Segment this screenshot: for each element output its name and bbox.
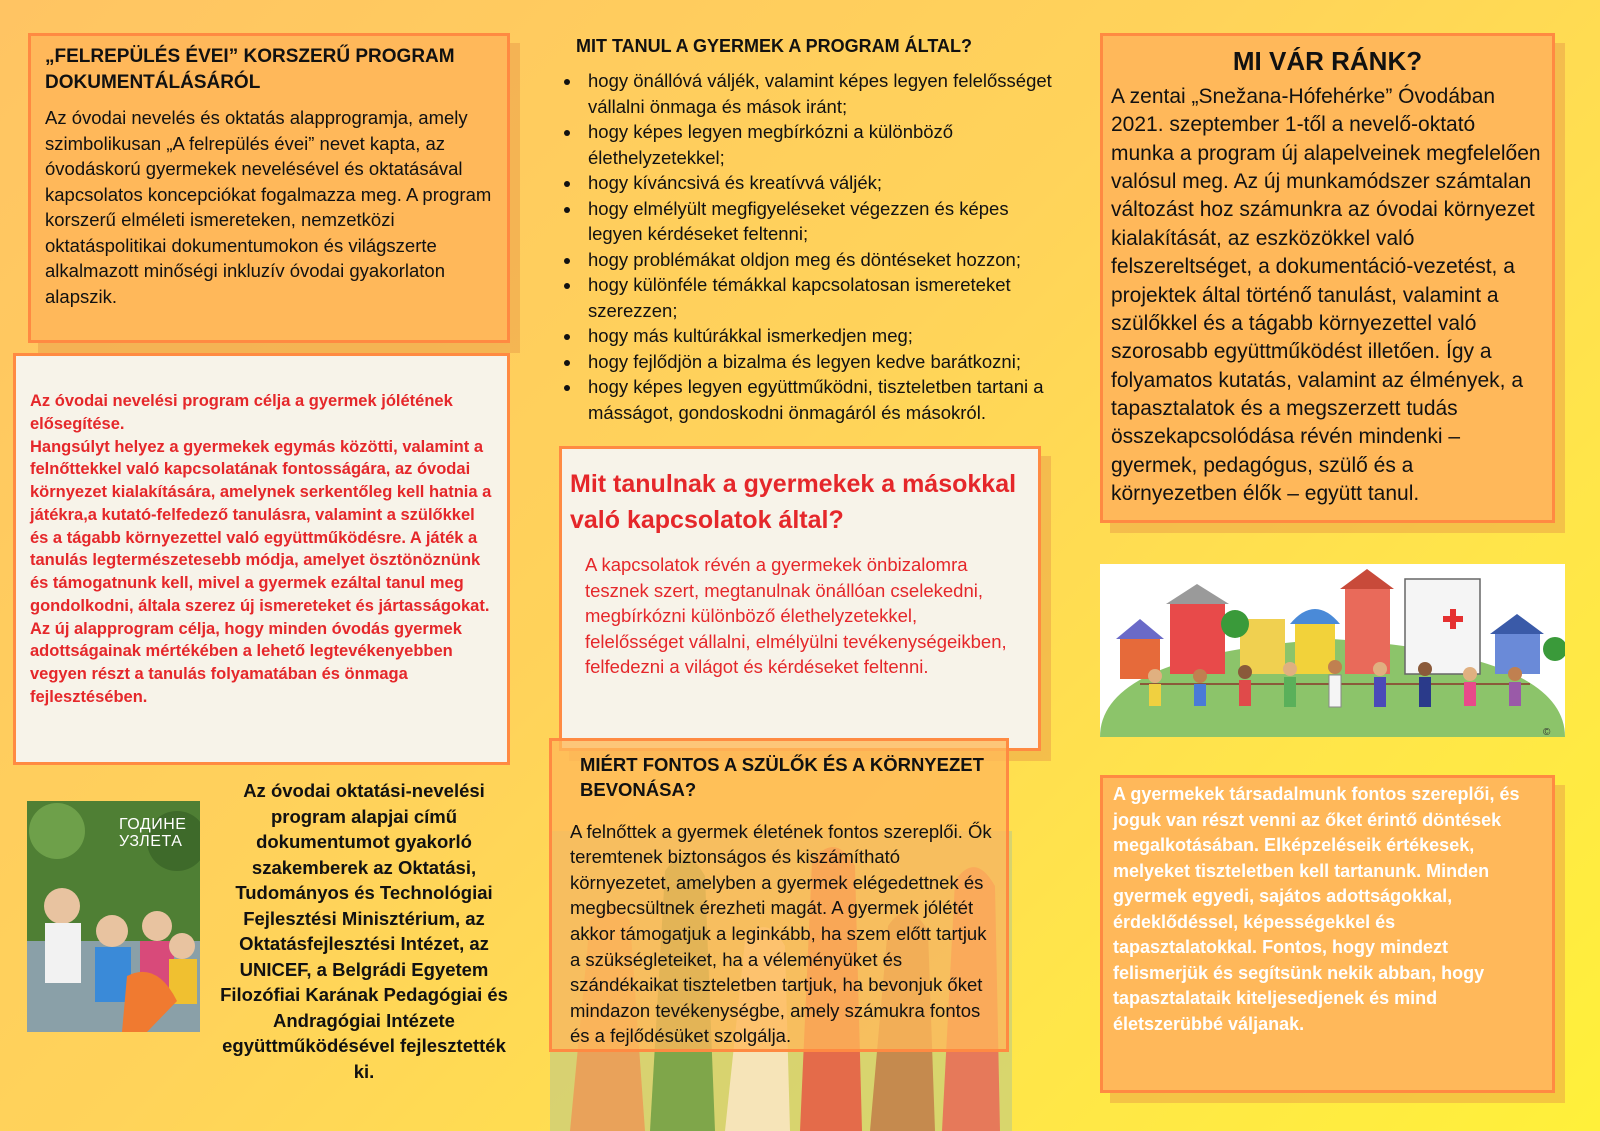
relations-title: Mit tanulnak a gyermekek a másokkal való kapcsolatok által? [570, 470, 1017, 534]
list-item: • hogy képes legyen megbírkózni a különböző élethelyzetekkel; [582, 119, 1058, 170]
future-text: A zentai „Snežana-Hófehérke” Óvodában 2021. szeptember 1-től a nevelő-oktató munka a program új alapelveinek megfelelően valósul meg. Az új munkamódszer számtalan változást hoz számunkra az óvodai környezet kialakítását, az eszközökkel való felszereltséget, a dokumentáció-vezetést, a projektek által történő tanulást, valamint a szülőkkel és a tágabb környezettel való szorosabb együttműködést illetően. Így a folyamatos kutatás, valamint az élmények, a tapasztalatok és a megszerzett tudás összekapcsolódása révén mindenki – gyermek, pedagógus, szülő és a környezetben élők – együtt tanul. [1111, 85, 1541, 505]
list-item: • hogy fejlődjön a bizalma és legyen kedve barátkozni; [582, 349, 1058, 375]
parents-text: A felnőttek a gyermek életének fontos szereplői. Ők teremtenek biztonságos és kiszámítható környezetet, amelyben a gyermek elégedettnek és megbecsültnek érezheti magát. A gyermek jólétét akkor támogatjuk a leginkább, ha szem előtt tartjuk a szükségleteiket, ha a véleményüket és szándékaikat tiszteletben tartjuk, ha bevonjuk őket mindazon tevékenységbe, amely számukra fontos és a fejlődésüket szolgálja. [570, 820, 992, 1047]
learn-title: MIT TANUL A GYERMEK A PROGRAM ÁLTAL? [576, 36, 972, 56]
program-box [28, 33, 510, 343]
relations-text: A kapcsolatok révén a gyermekek önbizalomra tesznek szert, megtanulnak önállóan cselekedni, megbírkózni különböző élethelyzetekkel, felelősséget vállalni, elmélyülni tevékenységeikben, felfedezni a világot és kérdéseket feltenni. [585, 554, 1007, 678]
parents-title: MIÉRT FONTOS A SZÜLŐK ÉS A KÖRNYEZET BEVONÁSA? [580, 754, 984, 800]
future-title: MI VÁR RÁNK? [1232, 46, 1423, 76]
list-item: • hogy kíváncsivá és kreatívvá váljék; [582, 170, 1058, 196]
future-box [1100, 33, 1555, 523]
book-cover-title: ГОДИНЕ УЗЛЕТА [119, 816, 187, 850]
list-item: • hogy különféle témákkal kapcsolatosan ismereteket szerezzen; [582, 272, 1058, 323]
book-caption: Az óvodai oktatási-nevelési program alapjai című dokumentumot gyakorló szakemberek az Oktatási, Tudományos és Technológiai Fejlesztési Minisztérium, az Oktatásfejlesztési Intézet, az UNICEF, a Belgrádi Egyetem Filozófiai Karának Pedagógiai és Andragógiai Intézete együttműködésével fejlesztették ki. [220, 780, 508, 1082]
copyright-mark: © [1543, 727, 1551, 738]
list-item: • hogy képes legyen együttműködni, tiszteletben tartani a másságot, gondoskodni önmagáról és másokról. [582, 374, 1058, 425]
list-item: • hogy önállóvá váljék, valamint képes legyen felelősséget vállalni önmaga és mások iránt; [582, 68, 1058, 119]
list-item: • hogy elmélyült megfigyeléseket végezzen és képes legyen kérdéseket feltenni; [582, 196, 1058, 247]
parents-box [549, 738, 1009, 1052]
program-text: Az óvodai nevelés és oktatás alapprogramja, amely szimbolikusan „A felrepülés évei” nevet kapta, az óvodáskorú gyermekek nevelésével és oktatásával kapcsolatos koncepciókat fogalmazza meg. A program korszerű elméleti ismereteken, nemzetközi oktatáspolitikai dokumentumokon és világszerte alkalmazott minőségi inkluzív óvodai gyakorlaton alapszik. [45, 107, 492, 307]
goal-text: Az óvodai nevelési program célja a gyermek jólétének elősegítése. Hangsúlyt helyez a gyermekek egymás közötti, valamint a felnőttekkel való kapcsolatának fontosságára, az óvodai környezet kialakítására, amelynek serkentőleg kell hatnia a játékra,a kutató-felfedező tanulásra, valamint a szülőkkel és a tágabb környezettel való együttműködésre. A játék a tanulás legtermészetesebb módja, amelyet ösztönöznünk és támogatnunk kell, mivel a gyermek ezáltal tanul meg gondolkodni, általa szerez új ismereteket és jártasságokat. Az új alapprogram célja, hogy minden óvodás gyermek adottságainak mértékében a lehető legtevékenyebben vegyen részt a tanulás folyamatában és önmaga fejlesztésében. [30, 392, 492, 706]
goal-box [13, 353, 510, 765]
children-town-drawing [1100, 564, 1565, 737]
book-caption-section [214, 778, 514, 1088]
learn-list [548, 68, 1058, 425]
relations-box [559, 446, 1041, 751]
book-cover-image [27, 801, 200, 1032]
list-item: • hogy más kultúrákkal ismerkedjen meg; [582, 323, 1058, 349]
program-title: „FELREPÜLÉS ÉVEI” KORSZERŰ PROGRAM DOKUMENTÁLÁSÁRÓL [45, 46, 455, 93]
learn-section [548, 34, 1058, 434]
rights-box [1100, 775, 1555, 1093]
rights-text: A gyermekek társadalmunk fontos szereplői, és joguk van részt venni az őket érintő döntések megalkotásában. Elképzeléseik értékesek, melyeket tiszteletben kell tartanunk. Minden gyermek egyedi, sajátos adottságokkal, érdeklődéssel, képességekkel és tapasztalatokkal. Fontos, hogy mindezt felismerjük és segítsünk nekik abban, hogy tapasztalataik kiteljesedjenek és mind életszerübbé váljanak. [1113, 784, 1520, 1034]
list-item: • hogy problémákat oldjon meg és döntéseket hozzon; [582, 247, 1058, 273]
